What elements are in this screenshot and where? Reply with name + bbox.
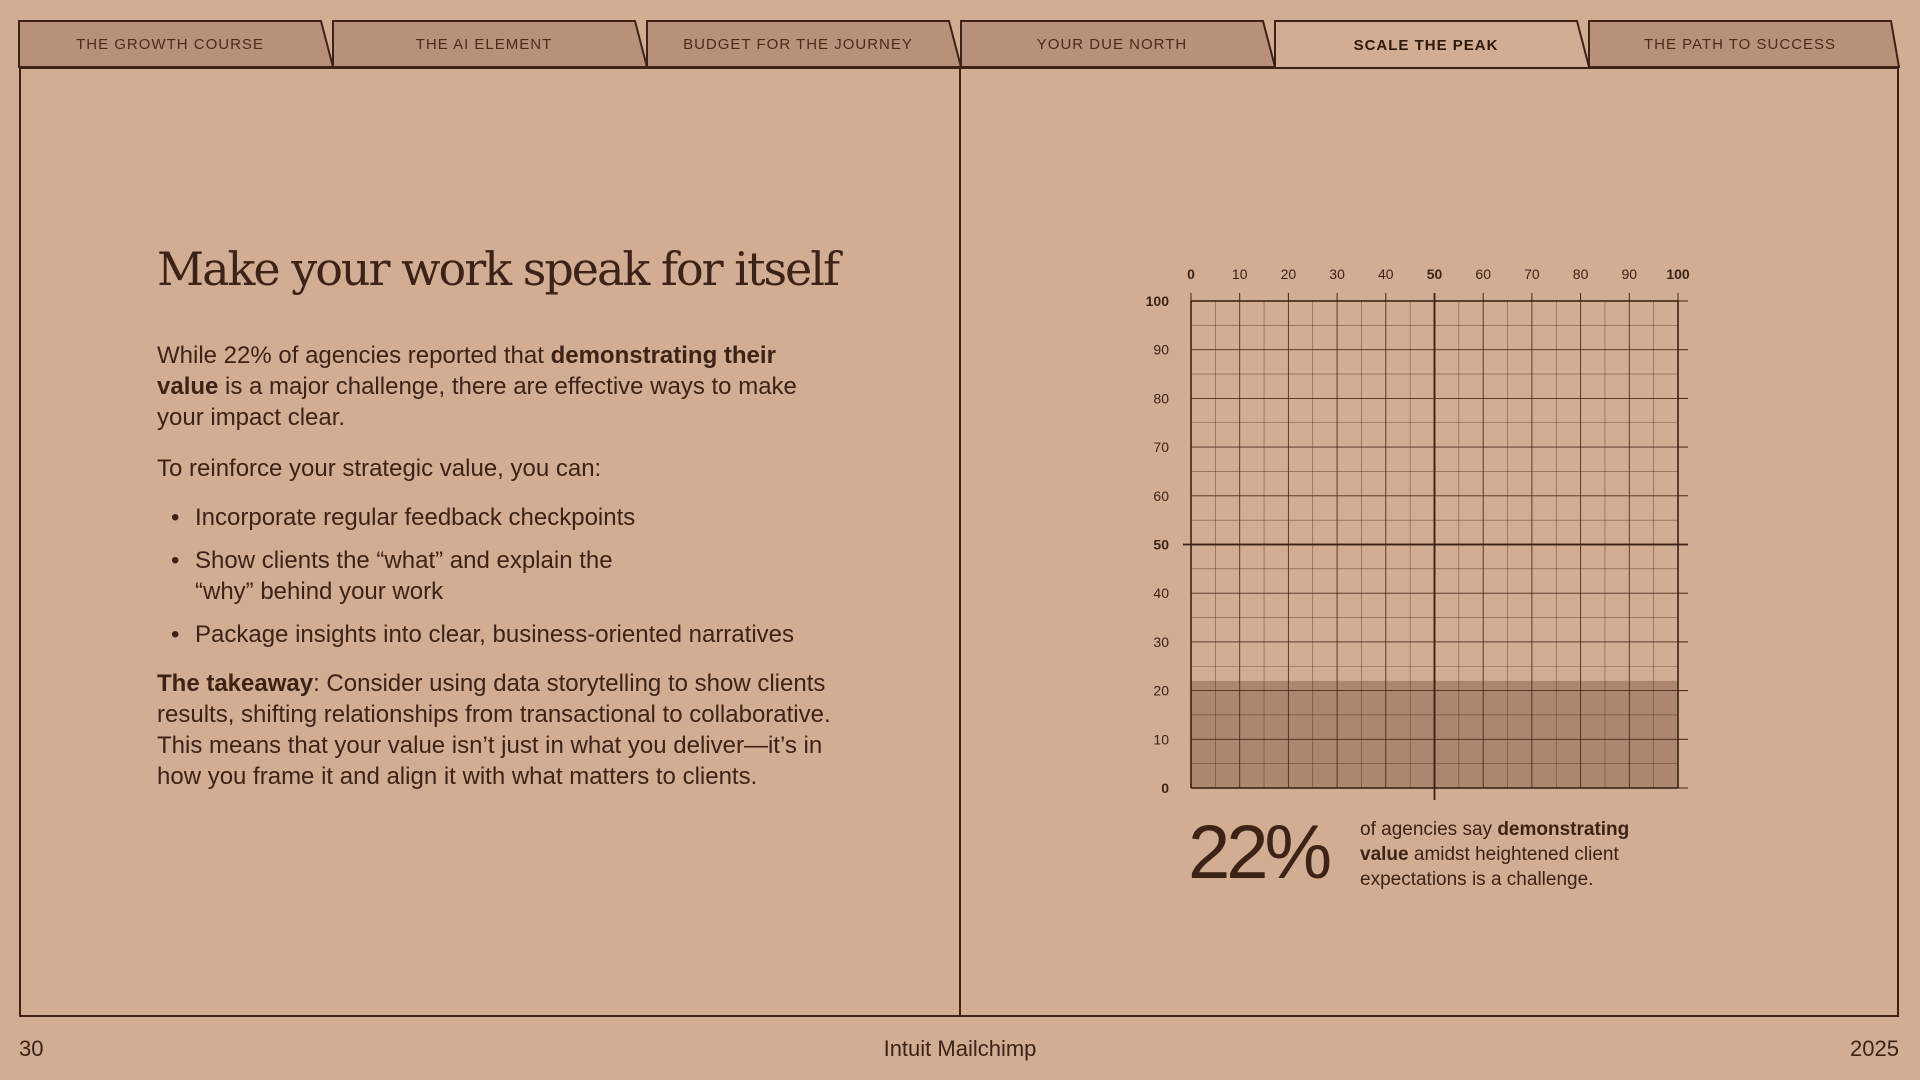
x-tick-label: 50 bbox=[1426, 266, 1443, 282]
x-tick-label: 80 bbox=[1572, 266, 1589, 282]
list-item: • Package insights into clear, business-oriented narratives bbox=[157, 619, 857, 650]
y-tick-label: 10 bbox=[1153, 731, 1169, 748]
stat-caption-a: of agencies say bbox=[1360, 819, 1498, 840]
page-title: Make your work speak for itself bbox=[157, 242, 839, 296]
x-tick-label: 0 bbox=[1187, 266, 1195, 282]
stat-caption-b: amidst heightened client expectations is a challenge. bbox=[1360, 844, 1619, 890]
y-tick-label: 100 bbox=[1145, 293, 1169, 309]
y-tick-label: 80 bbox=[1153, 390, 1169, 407]
x-tick-label: 70 bbox=[1524, 266, 1540, 282]
intro-text-b: is a major challenge, there are effective ways to make your impact clear. bbox=[157, 373, 797, 431]
list-item: • Show clients the “what” and explain the “why” behind your work bbox=[157, 545, 655, 607]
stat-value: 22% bbox=[1188, 810, 1329, 895]
x-tick-label: 60 bbox=[1475, 266, 1491, 282]
x-tick-label: 10 bbox=[1231, 266, 1248, 282]
center-divider bbox=[959, 67, 961, 1017]
tab-the-growth-course[interactable]: THE GROWTH COURSE bbox=[76, 36, 264, 53]
tab-the-path-to-success[interactable]: THE PATH TO SUCCESS bbox=[1643, 36, 1837, 53]
reinforce-paragraph: To reinforce your strategic value, you can: bbox=[157, 455, 602, 482]
y-tick-label: 30 bbox=[1153, 633, 1169, 650]
footer-year: 2025 bbox=[1850, 1036, 1899, 1061]
x-tick-label: 100 bbox=[1666, 266, 1690, 282]
bullet-list bbox=[157, 502, 857, 662]
list-item: • Incorporate regular feedback checkpoints bbox=[157, 502, 857, 533]
tab-scale-the-peak[interactable]: SCALE THE PEAK bbox=[1353, 37, 1499, 54]
tab-bar bbox=[0, 0, 1920, 70]
x-tick-label: 40 bbox=[1378, 266, 1394, 282]
takeaway-paragraph bbox=[157, 668, 837, 792]
tab-budget-for-the-journey[interactable]: BUDGET FOR THE JOURNEY bbox=[683, 36, 913, 53]
y-tick-label: 40 bbox=[1153, 585, 1169, 602]
x-tick-label: 30 bbox=[1329, 266, 1345, 282]
tab-your-due-north[interactable]: YOUR DUE NORTH bbox=[1036, 36, 1188, 53]
page-number: 30 bbox=[19, 1036, 44, 1061]
y-tick-label: 70 bbox=[1153, 439, 1169, 456]
footer-brand: Intuit Mailchimp bbox=[883, 1036, 1037, 1061]
y-tick-label: 60 bbox=[1153, 487, 1169, 504]
stat-caption-bold: demonstrating value bbox=[1360, 819, 1630, 865]
takeaway-text: : Consider using data storytelling to show clients results, shifting relationships from transactional to collaborative. This means that your value isn’t just in what you deliver—it’s in how you frame it and align it with what matters to clients. bbox=[157, 670, 831, 790]
y-tick-label: 20 bbox=[1153, 682, 1169, 699]
tab-shapes bbox=[0, 0, 1920, 70]
intro-bold: demonstrating their value bbox=[157, 342, 776, 400]
tab-the-ai-element[interactable]: THE AI ELEMENT bbox=[415, 36, 553, 53]
grid-chart bbox=[1120, 255, 1700, 815]
y-tick-label: 0 bbox=[1161, 780, 1169, 796]
x-tick-label: 20 bbox=[1280, 266, 1297, 282]
y-tick-label: 90 bbox=[1153, 341, 1169, 358]
intro-paragraph bbox=[157, 340, 797, 433]
stat-caption bbox=[1360, 817, 1670, 892]
y-tick-label: 50 bbox=[1153, 536, 1169, 553]
x-tick-label: 90 bbox=[1621, 266, 1638, 282]
intro-text-a: While 22% of agencies reported that bbox=[157, 342, 551, 369]
takeaway-label: The takeaway bbox=[157, 670, 314, 697]
